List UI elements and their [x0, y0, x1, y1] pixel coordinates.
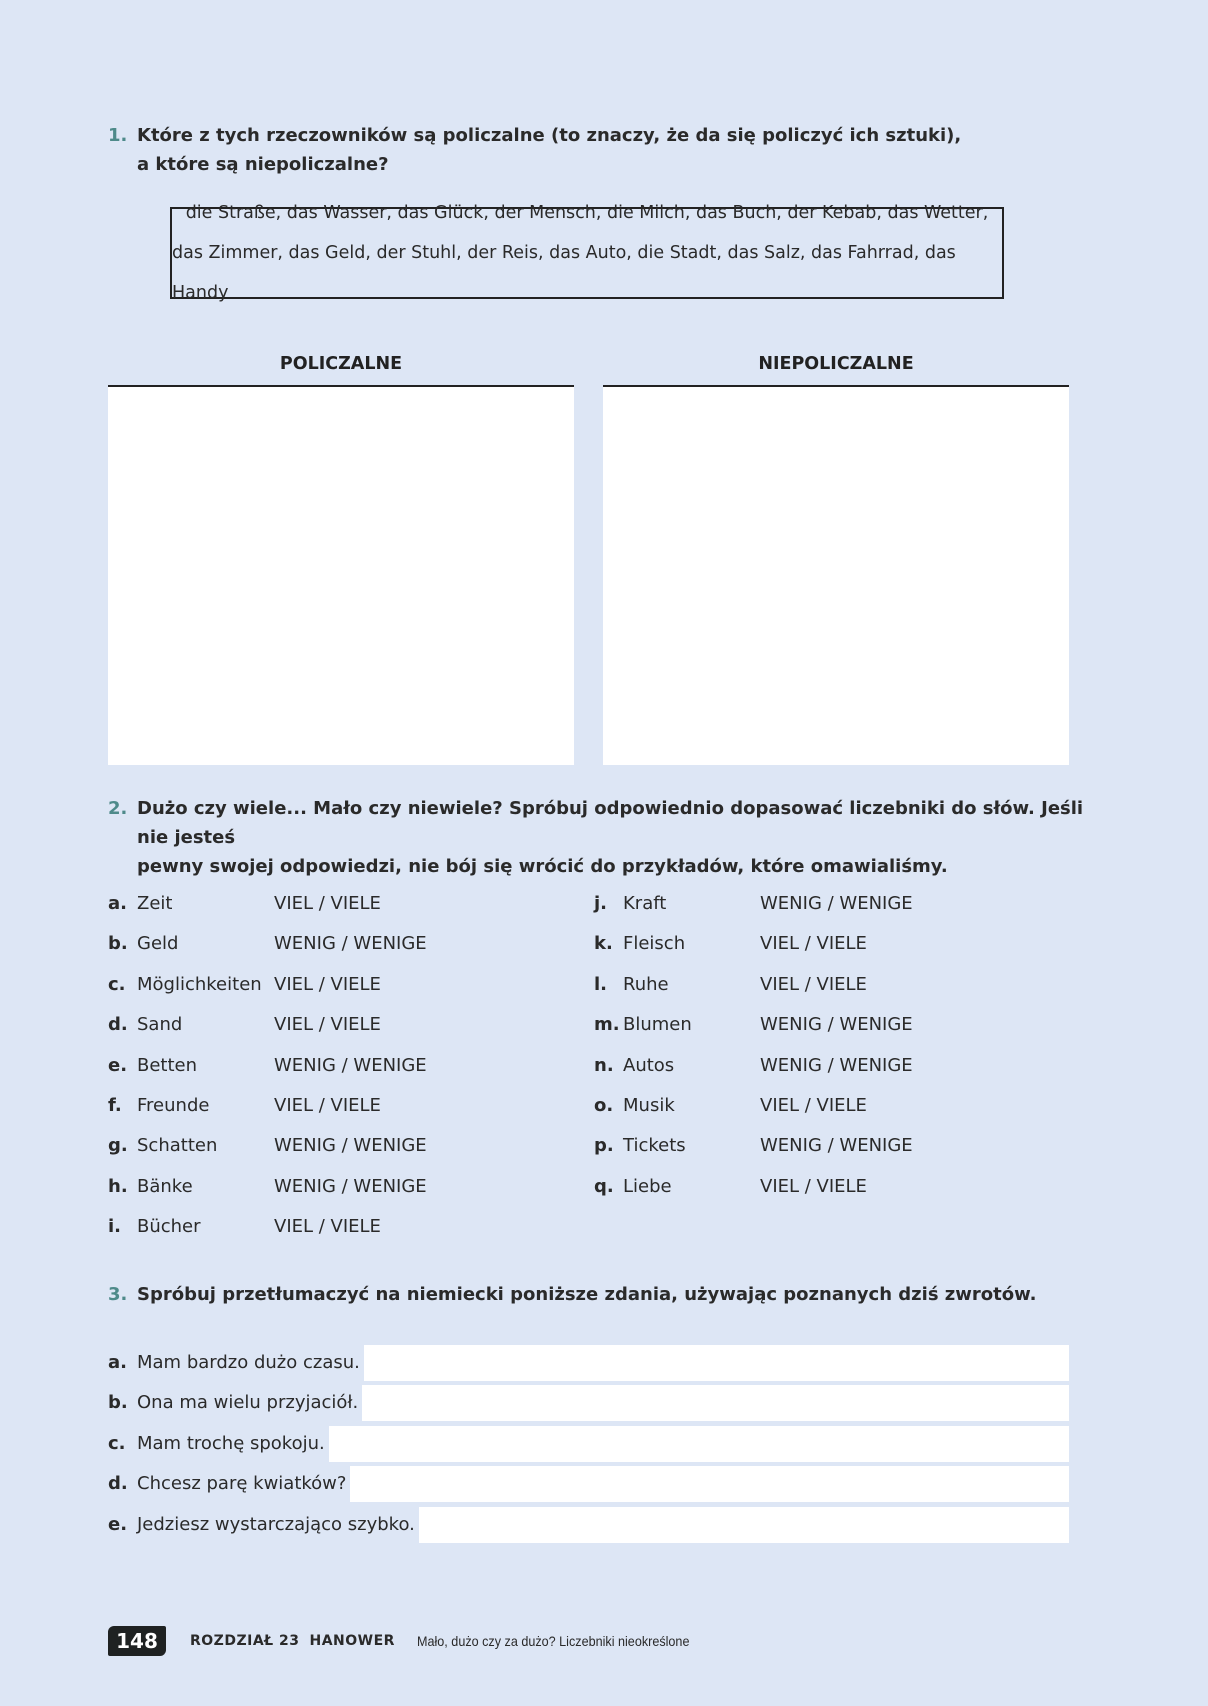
translation-sentence: Chcesz parę kwiatków?: [137, 1473, 347, 1495]
uncountable-answer-area[interactable]: [603, 387, 1069, 765]
page-number-badge: 148: [108, 1626, 166, 1656]
translation-sentence: Mam bardzo dużo czasu.: [137, 1352, 360, 1373]
noun-word-box: [170, 203, 1004, 303]
match-item-word: Fleisch: [623, 933, 686, 955]
task-2-line-2: pewny swojej odpowiedzi, nie bój się wrócić do przykładów, które omawialiśmy.: [137, 856, 948, 877]
translation-sentence: Jedziesz wystarczająco szybko.: [137, 1513, 415, 1535]
match-item-word: Blumen: [623, 1014, 692, 1036]
translation-item: [108, 1383, 1069, 1423]
match-item-options[interactable]: VIEL / VIELE: [274, 1014, 381, 1036]
task-3-line-1: Spróbuj przetłumaczyć na niemiecki poniższe zdania, używając poznanych dziś zwrotów.: [137, 1284, 1037, 1305]
match-item-letter: a.: [108, 893, 127, 914]
match-item-letter: m.: [594, 1014, 620, 1036]
match-item-options[interactable]: VIEL / VIELE: [760, 1095, 867, 1116]
column-header-countable: POLICZALNE: [279, 354, 403, 374]
match-item-word: Liebe: [623, 1175, 672, 1197]
match-item-letter: c.: [108, 973, 126, 995]
translation-answer-field[interactable]: [329, 1426, 1069, 1462]
match-item-options[interactable]: VIEL / VIELE: [760, 933, 867, 955]
page-footer: [108, 1626, 720, 1656]
match-item-options[interactable]: WENIG / WENIGE: [274, 1135, 427, 1157]
translation-item: [108, 1464, 1069, 1504]
match-item-options[interactable]: VIEL / VIELE: [760, 1175, 867, 1197]
task-1-line-1: Które z tych rzeczowników są policzalne (to znaczy, że da się policzyć ich sztuki),: [137, 125, 962, 146]
translation-answer-field[interactable]: [364, 1345, 1069, 1381]
match-item-options[interactable]: VIEL / VIELE: [274, 1216, 381, 1238]
translation-sentence: Mam trochę spokoju.: [137, 1432, 325, 1454]
match-item-word: Möglichkeiten: [137, 973, 262, 995]
match-item-word: Schatten: [137, 1135, 218, 1157]
match-item-letter: h.: [108, 1175, 128, 1197]
match-item-letter: g.: [108, 1135, 128, 1157]
match-item-letter: o.: [594, 1095, 614, 1116]
column-header-uncountable: NIEPOLICZALNE: [758, 354, 914, 374]
match-item-options[interactable]: VIEL / VIELE: [274, 973, 381, 995]
task-3-number: 3.: [108, 1284, 128, 1305]
task-1-line-2: a które są niepoliczalne?: [137, 154, 389, 175]
match-item-letter: e.: [108, 1054, 128, 1076]
match-item-word: Kraft: [623, 893, 667, 914]
chapter-subtitle: Mało, dużo czy za dużo? Liczebniki nieokreślone: [416, 1633, 690, 1649]
match-item-word: Autos: [623, 1054, 675, 1076]
match-item-letter: n.: [594, 1054, 614, 1076]
match-item-word: Bänke: [137, 1175, 193, 1197]
match-item-options[interactable]: VIEL / VIELE: [760, 973, 867, 995]
match-item-letter: k.: [594, 933, 613, 955]
translation-answer-field[interactable]: [419, 1507, 1069, 1543]
chapter-label: ROZDZIAŁ 23: [190, 1633, 300, 1649]
translation-letter: c.: [108, 1432, 126, 1454]
translation-letter: a.: [108, 1352, 127, 1373]
task-2-line-1: Dużo czy wiele... Mało czy niewiele? Spróbuj odpowiednio dopasować liczebniki do słów. Jeśli nie jesteś: [137, 798, 1084, 848]
match-item-letter: j.: [594, 893, 608, 914]
match-item-word: Freunde: [137, 1095, 210, 1116]
match-item-word: Betten: [137, 1054, 198, 1076]
match-item-letter: f.: [108, 1095, 122, 1116]
translation-item: [108, 1343, 1069, 1383]
translation-letter: d.: [108, 1473, 128, 1495]
translation-answer-field[interactable]: [362, 1385, 1069, 1421]
match-item-word: Geld: [137, 933, 179, 955]
match-item-options[interactable]: WENIG / WENIGE: [760, 1054, 913, 1076]
match-item-letter: b.: [108, 933, 128, 955]
task-2-number: 2.: [108, 798, 128, 819]
word-box-line-2: das Zimmer, das Geld, der Stuhl, der Reis, das Auto, die Stadt, das Salz, das Fahrrad, das Handy: [172, 243, 956, 303]
match-item-options[interactable]: WENIG / WENIGE: [274, 1054, 427, 1076]
translation-answer-field[interactable]: [350, 1466, 1069, 1502]
match-item-options[interactable]: WENIG / WENIGE: [760, 893, 913, 914]
translation-item: [108, 1505, 1069, 1545]
match-item-word: Ruhe: [623, 973, 669, 995]
match-item-word: Bücher: [137, 1216, 201, 1238]
match-item-letter: p.: [594, 1135, 614, 1157]
match-item-letter: l.: [594, 973, 608, 995]
translation-item: [108, 1424, 1069, 1464]
match-item-word: Tickets: [623, 1135, 686, 1157]
translation-letter: e.: [108, 1513, 128, 1535]
match-item-letter: i.: [108, 1216, 122, 1238]
match-item-options[interactable]: VIEL / VIELE: [274, 1095, 381, 1116]
task-1-number: 1.: [108, 125, 128, 146]
match-item-options[interactable]: WENIG / WENIGE: [274, 933, 427, 955]
match-item-letter: q.: [594, 1175, 614, 1197]
match-item-options[interactable]: VIEL / VIELE: [274, 893, 381, 914]
translation-letter: b.: [108, 1392, 128, 1414]
match-item-word: Zeit: [137, 893, 173, 914]
translation-sentence: Ona ma wielu przyjaciół.: [137, 1392, 359, 1414]
match-item-word: Sand: [137, 1014, 183, 1036]
match-item-options[interactable]: WENIG / WENIGE: [760, 1014, 913, 1036]
chapter-city: HANOWER: [309, 1633, 395, 1649]
match-item-options[interactable]: WENIG / WENIGE: [274, 1175, 427, 1197]
match-item-word: Musik: [623, 1095, 675, 1116]
match-item-letter: d.: [108, 1014, 128, 1036]
match-item-options[interactable]: WENIG / WENIGE: [760, 1135, 913, 1157]
word-box-line-1: die Straße, das Wasser, das Glück, der Mensch, die Milch, das Buch, der Kebab, das Wetter,: [185, 203, 989, 223]
countable-answer-area[interactable]: [108, 387, 574, 765]
